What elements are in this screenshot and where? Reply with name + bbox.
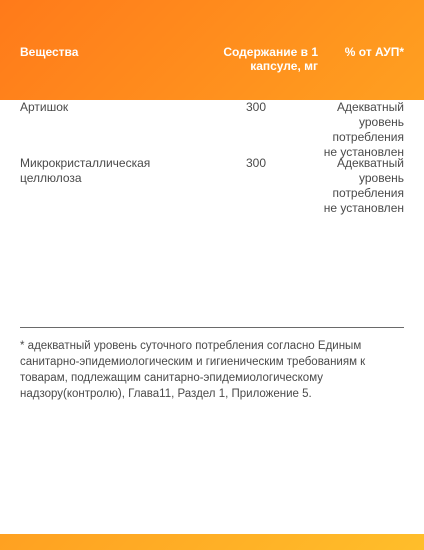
header-amount: Содержание в 1 капсуле, мг: [223, 45, 318, 73]
header-substances: Вещества: [20, 45, 79, 59]
row-substance: Микрокристаллическая целлюлоза: [20, 156, 151, 185]
row-substance: Артишок: [20, 100, 69, 114]
table-header: [0, 0, 424, 100]
row-amount: 300: [245, 156, 266, 170]
table-body: [0, 100, 424, 534]
footnote: * адекватный уровень суточного потребления согласно Единым санитарно-эпидемиологическим и гигиеническим требованиям к товарам, подлежащим санитарно-эпидемиологическому надзору(контролю), Глава11, Раздел 1, Приложение 5.: [20, 340, 366, 400]
row-aup: Адекватный уровень потребления не установлен: [323, 100, 404, 159]
row-aup: Адекватный уровень потребления не установлен: [323, 156, 404, 215]
table-divider: [20, 327, 404, 328]
header-aup-percent: % от АУП*: [344, 45, 404, 59]
row-amount: 300: [245, 100, 266, 114]
